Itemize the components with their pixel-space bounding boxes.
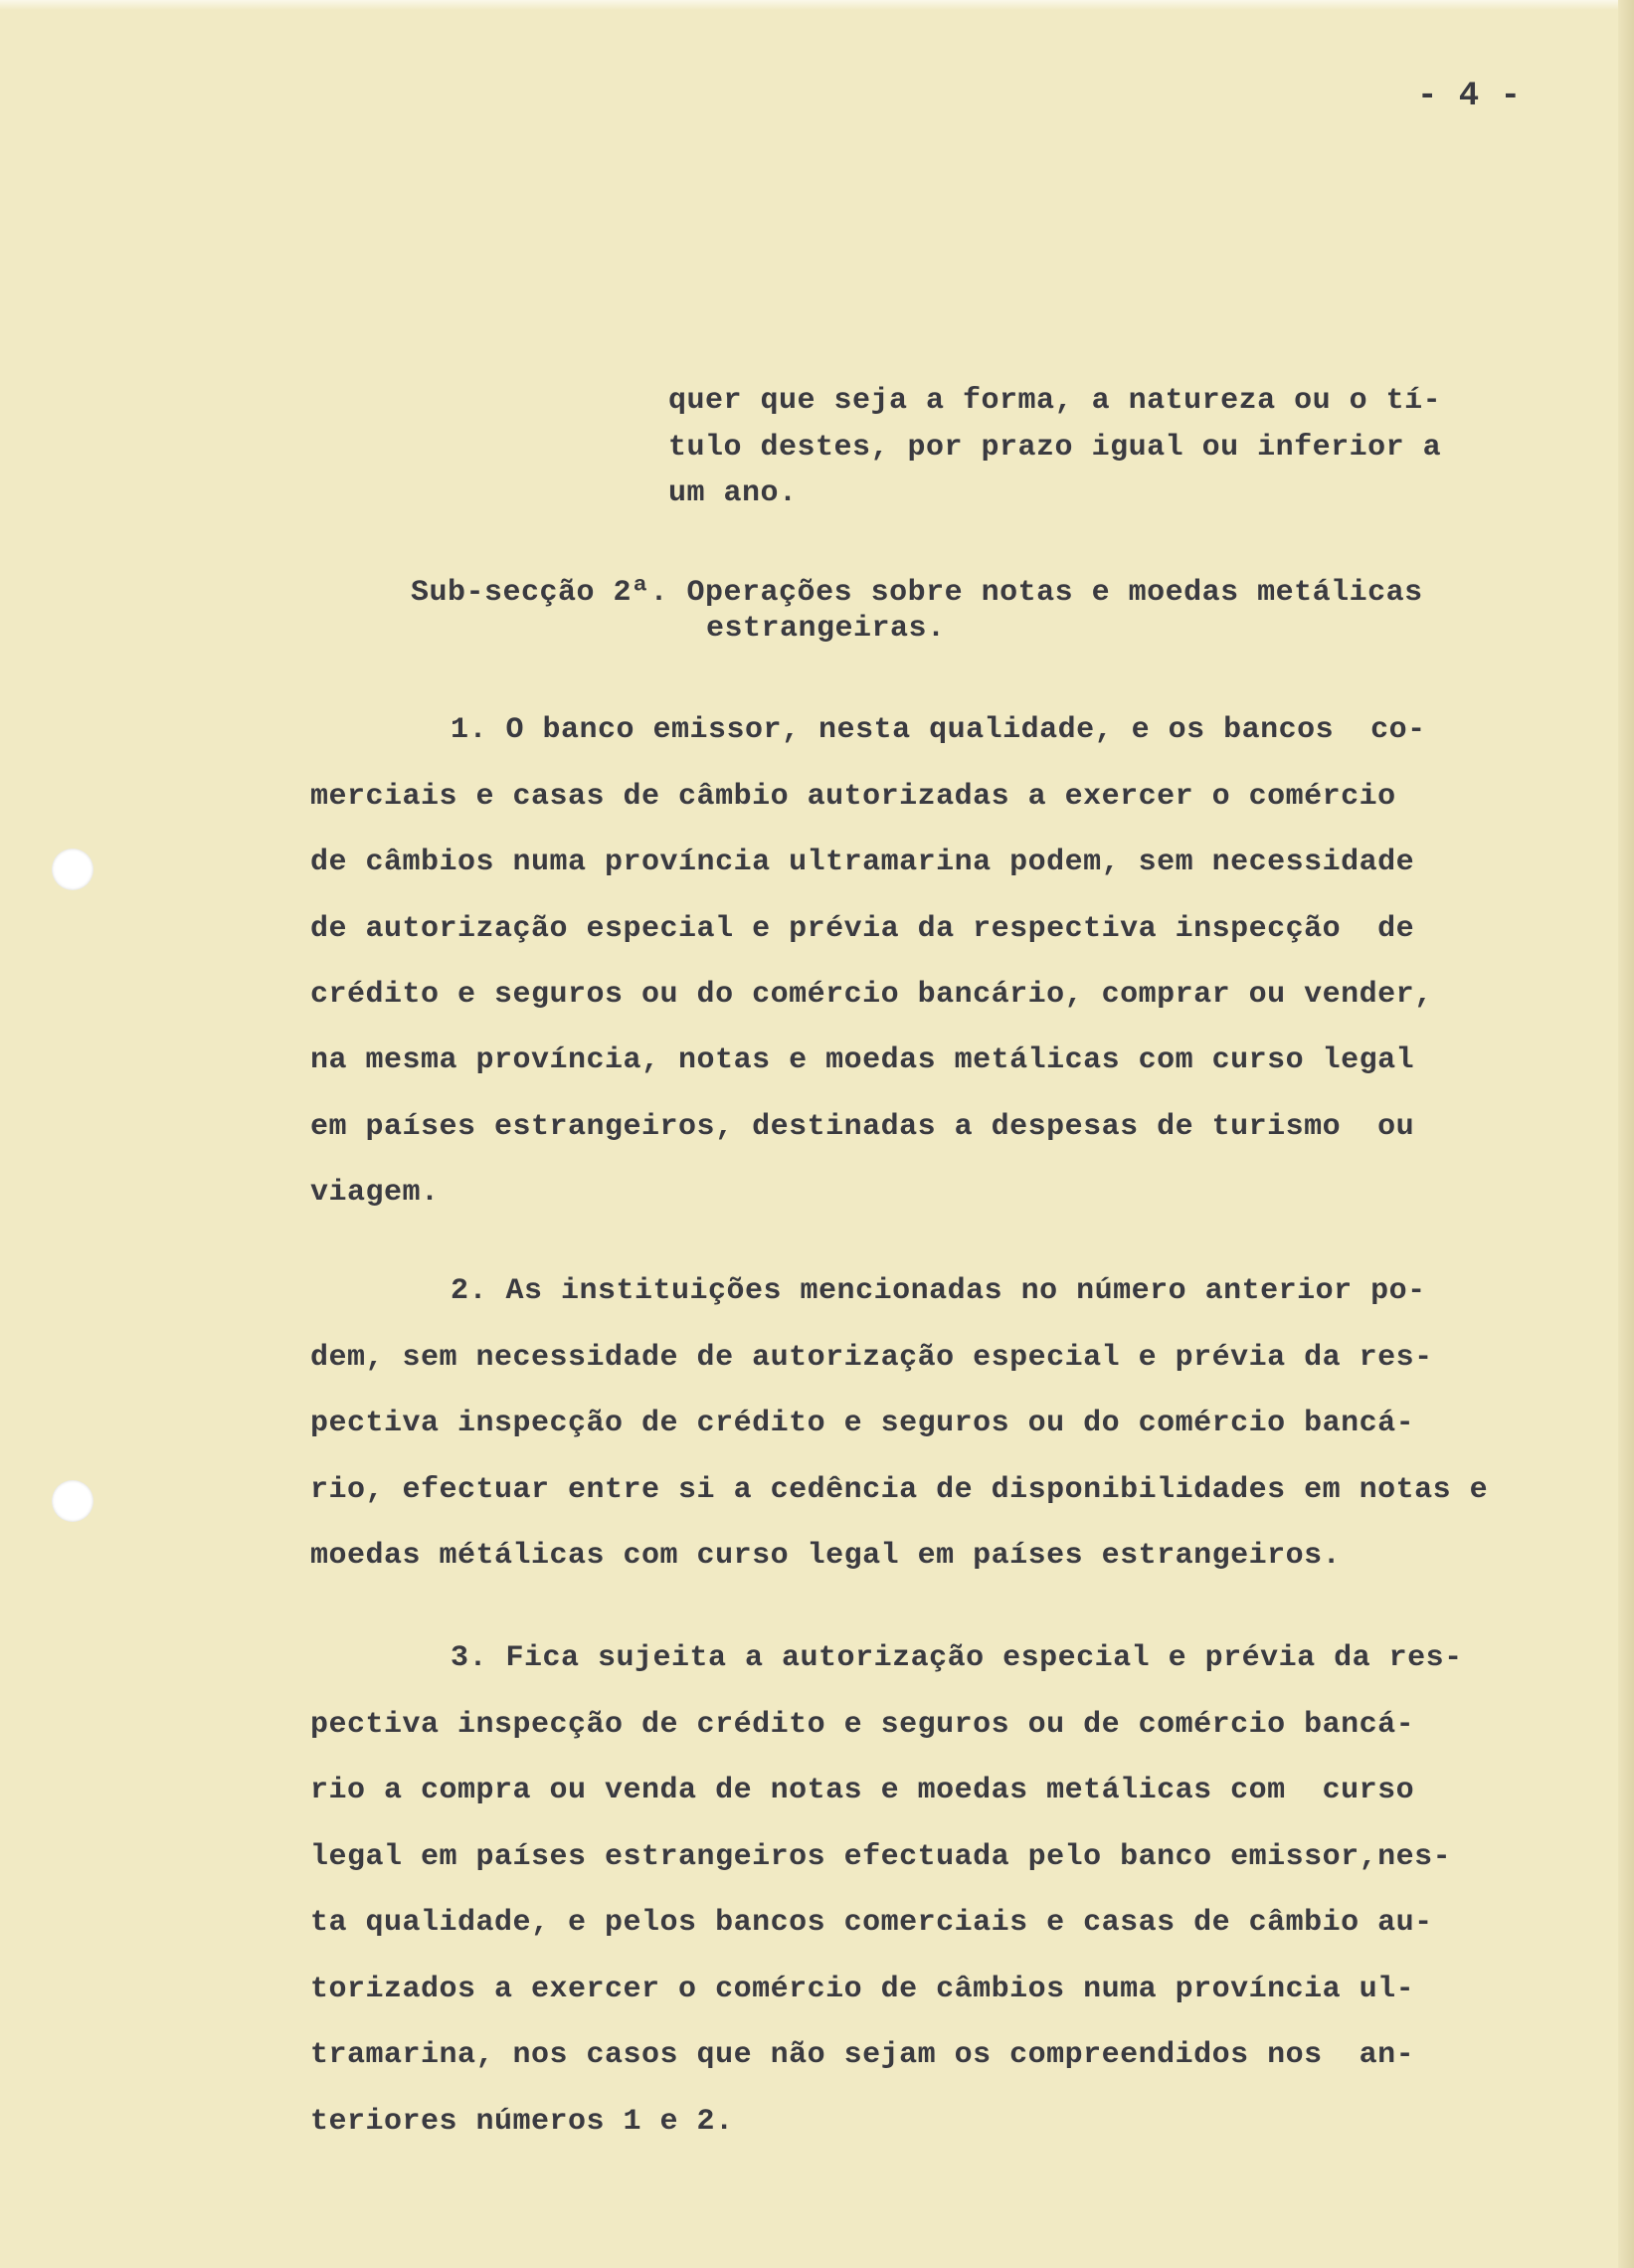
paragraph-3-line: torizados a exercer o comércio de câmbios numa província ul-: [310, 1973, 1415, 2006]
paragraph-1-line: na mesma província, notas e moedas metálicas com curso legal: [310, 1043, 1415, 1077]
paragraph-3-line: 3. Fica sujeita a autorização especial e prévia da res-: [451, 1641, 1463, 1675]
subsection-heading-cont: estrangeiras.: [706, 612, 946, 646]
punch-hole: [52, 1480, 93, 1522]
page-right-edge: [1618, 0, 1634, 2268]
paragraph-3-line: tramarina, nos casos que não sejam os compreendidos nos an-: [310, 2038, 1415, 2072]
paragraph-1-line: viagem.: [310, 1176, 440, 1210]
punch-hole: [52, 849, 93, 890]
paragraph-1-line: de câmbios numa província ultramarina podem, sem necessidade: [310, 846, 1415, 879]
paragraph-1-line: em países estrangeiros, destinadas a despesas de turismo ou: [310, 1110, 1415, 1144]
paragraph-3-line: legal em países estrangeiros efectuada pelo banco emissor,nes-: [310, 1840, 1452, 1874]
paragraph-3-line: pectiva inspecção de crédito e seguros ou de comércio bancá-: [310, 1708, 1415, 1742]
paragraph-1-line: crédito e seguros ou do comércio bancário, comprar ou vender,: [310, 978, 1433, 1012]
paragraph-1-line: 1. O banco emissor, nesta qualidade, e os bancos co-: [451, 713, 1426, 747]
text-line: tulo destes, por prazo igual ou inferior a: [668, 431, 1442, 465]
text-line: um ano.: [668, 476, 798, 510]
paragraph-3-line: ta qualidade, e pelos bancos comerciais e casas de câmbio au-: [310, 1906, 1433, 1940]
paragraph-3-line: teriores números 1 e 2.: [310, 2105, 734, 2139]
paragraph-3-line: rio a compra ou venda de notas e moedas metálicas com curso: [310, 1774, 1415, 1807]
paragraph-2-line: pectiva inspecção de crédito e seguros ou do comércio bancá-: [310, 1407, 1415, 1440]
subsection-heading: Sub-secção 2ª. Operações sobre notas e moedas metálicas: [411, 576, 1423, 610]
paragraph-2-line: rio, efectuar entre si a cedência de disponibilidades em notas e: [310, 1473, 1489, 1507]
text-line: quer que seja a forma, a natureza ou o tí-: [668, 384, 1442, 418]
paragraph-1-line: de autorização especial e prévia da respectiva inspecção de: [310, 912, 1415, 946]
paragraph-2-line: dem, sem necessidade de autorização especial e prévia da res-: [310, 1341, 1433, 1375]
page-top-edge: [0, 0, 1634, 10]
paragraph-2-line: 2. As instituições mencionadas no número anterior po-: [451, 1274, 1426, 1308]
paragraph-2-line: moedas métálicas com curso legal em países estrangeiros.: [310, 1539, 1342, 1573]
paragraph-1-line: merciais e casas de câmbio autorizadas a exercer o comércio: [310, 780, 1396, 814]
page-number: - 4 -: [1417, 78, 1522, 115]
